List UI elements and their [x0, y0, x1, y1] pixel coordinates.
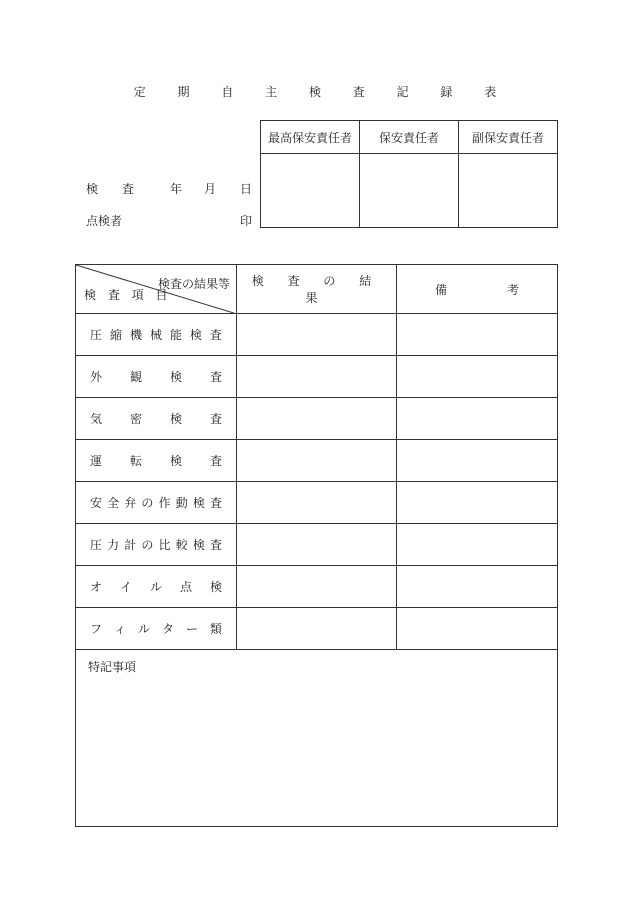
result-cell[interactable]	[237, 608, 397, 650]
inspection-item-char: 査	[209, 496, 222, 510]
inspection-item-char: 動	[175, 496, 188, 510]
table-row	[76, 398, 558, 440]
inspection-item-char: フ	[90, 622, 103, 636]
inspection-item-label	[76, 482, 237, 524]
inspection-item-char: 検	[189, 328, 202, 342]
table-row	[76, 608, 558, 650]
inspection-item-char: 査	[209, 538, 222, 552]
inspection-item-char: 縮	[109, 328, 122, 342]
result-cell[interactable]	[237, 566, 397, 608]
corner-header-item: 検 査 項 目	[84, 288, 172, 302]
inspection-item-char: 査	[209, 370, 222, 384]
inspection-item-char: 計	[124, 538, 137, 552]
inspection-item-char: 比	[158, 538, 171, 552]
inspection-item-char: 外	[90, 370, 103, 384]
table-row	[76, 524, 558, 566]
inspection-item-char: イ	[119, 580, 132, 594]
inspection-item-char: 査	[209, 412, 222, 426]
inspection-item-char: 圧	[90, 538, 103, 552]
special-notes-label: 特記事項	[88, 660, 137, 674]
inspection-item-label	[76, 440, 237, 482]
page-title: 定 期 自 主 検 査 記 録 表	[133, 85, 511, 99]
inspection-item-char: タ	[161, 622, 174, 636]
corner-header-result: 検査の結果等	[157, 277, 230, 291]
approval-header-chief: 最高保安責任者	[261, 121, 360, 154]
inspection-item-char: 密	[129, 412, 142, 426]
remarks-cell[interactable]	[397, 566, 558, 608]
inspection-item-label	[76, 566, 237, 608]
inspection-item-char: 力	[107, 538, 120, 552]
result-cell[interactable]	[237, 398, 397, 440]
remarks-header-right: 考	[507, 282, 520, 297]
remarks-header	[397, 265, 558, 314]
inspection-item-char: 検	[192, 496, 205, 510]
result-cell[interactable]	[237, 314, 397, 356]
approval-seal-chief[interactable]	[261, 154, 360, 228]
inspection-item-label	[76, 398, 237, 440]
table-row	[76, 482, 558, 524]
year-label: 年	[170, 182, 183, 196]
remarks-cell[interactable]	[397, 524, 558, 566]
approval-table	[260, 120, 558, 228]
remarks-cell[interactable]	[397, 482, 558, 524]
remarks-cell[interactable]	[397, 440, 558, 482]
remarks-cell[interactable]	[397, 356, 558, 398]
inspection-item-char: 検	[169, 412, 182, 426]
inspection-item-char: 安	[90, 496, 103, 510]
approval-seal-manager[interactable]	[360, 154, 459, 228]
inspection-date-label: 検 査	[86, 182, 144, 196]
inspection-item-label	[76, 608, 237, 650]
inspection-item-char: 作	[158, 496, 171, 510]
inspection-item-label	[76, 524, 237, 566]
seal-label: 印	[240, 214, 253, 228]
remarks-cell[interactable]	[397, 314, 558, 356]
inspection-item-char: 類	[209, 622, 222, 636]
approval-seal-deputy[interactable]	[459, 154, 558, 228]
inspection-item-char: 観	[129, 370, 142, 384]
month-label: 月	[204, 182, 217, 196]
inspection-item-char: 弁	[124, 496, 137, 510]
inspection-item-char: 点	[179, 580, 192, 594]
inspection-item-char: 査	[209, 328, 222, 342]
remarks-cell[interactable]	[397, 608, 558, 650]
inspection-item-char: 査	[209, 454, 222, 468]
table-row	[76, 566, 558, 608]
inspection-item-char: 械	[149, 328, 162, 342]
inspection-item-char: ー	[185, 622, 198, 636]
inspection-item-char: の	[141, 538, 154, 552]
inspection-item-label	[76, 314, 237, 356]
result-cell[interactable]	[237, 524, 397, 566]
special-notes-area[interactable]	[76, 650, 558, 827]
inspection-item-char: ル	[149, 580, 162, 594]
inspection-item-char: オ	[90, 580, 103, 594]
inspection-item-char: ル	[137, 622, 150, 636]
approval-header-deputy: 副保安責任者	[459, 121, 558, 154]
table-row	[76, 440, 558, 482]
inspector-line	[86, 212, 251, 229]
table-row	[76, 314, 558, 356]
result-header: 検 査 の 結 果	[237, 265, 397, 314]
inspection-item-char: 機	[129, 328, 142, 342]
inspection-item-char: 転	[129, 454, 142, 468]
inspection-item-char: 能	[169, 328, 182, 342]
inspection-item-char: 検	[169, 454, 182, 468]
inspection-item-char: 全	[107, 496, 120, 510]
table-row	[76, 356, 558, 398]
inspection-item-char: 圧	[90, 328, 103, 342]
inspection-item-char: の	[141, 496, 154, 510]
day-label: 日	[240, 182, 253, 196]
remarks-header-left: 備	[434, 282, 447, 297]
inspection-item-char: 検	[209, 580, 222, 594]
inspection-item-char: 検	[192, 538, 205, 552]
inspection-item-char: 較	[175, 538, 188, 552]
inspector-label: 点検者	[86, 214, 123, 228]
approval-header-manager: 保安責任者	[360, 121, 459, 154]
inspection-table	[75, 264, 558, 827]
result-cell[interactable]	[237, 356, 397, 398]
result-cell[interactable]	[237, 482, 397, 524]
inspection-item-char: 気	[90, 412, 103, 426]
remarks-cell[interactable]	[397, 398, 558, 440]
corner-header	[76, 265, 237, 314]
inspection-item-char: 検	[169, 370, 182, 384]
inspection-item-label	[76, 356, 237, 398]
result-cell[interactable]	[237, 440, 397, 482]
inspection-item-char: 運	[90, 454, 103, 468]
inspection-item-char: ィ	[113, 622, 126, 636]
